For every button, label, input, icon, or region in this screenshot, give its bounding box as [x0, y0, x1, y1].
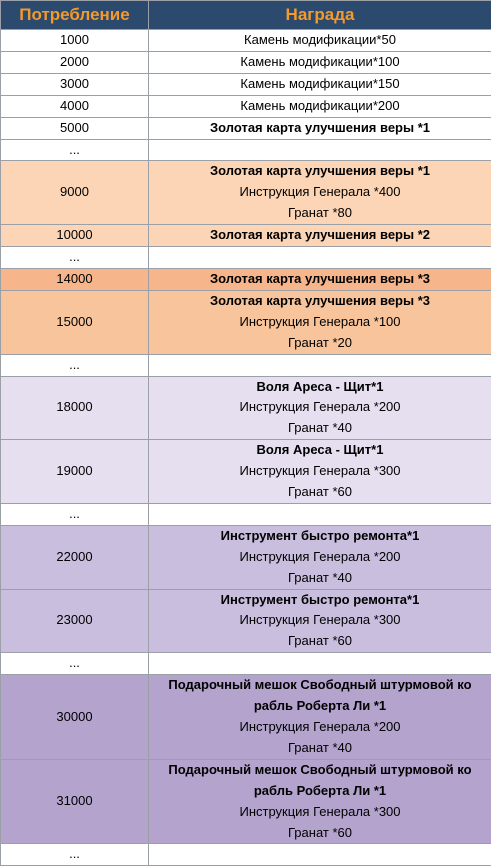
header-consumption: Потребление: [1, 1, 149, 30]
reward-line: Гранат *60: [149, 482, 491, 503]
reward-line: рабль Роберта Ли *1: [149, 781, 491, 802]
reward-cell: [149, 161, 491, 225]
reward-line: рабль Роберта Ли *1: [149, 696, 491, 717]
table-row: [1, 675, 491, 760]
reward-line: Инструкция Генерала *200: [149, 397, 491, 418]
consumption-cell: 22000: [1, 525, 149, 589]
reward-cell: [149, 354, 491, 376]
reward-line: Золотая карта улучшения веры *2: [149, 225, 491, 246]
reward-cell: [149, 30, 491, 52]
header-reward: Награда: [149, 1, 491, 30]
consumption-cell: 9000: [1, 161, 149, 225]
table-row: [1, 503, 491, 525]
table-row: [1, 290, 491, 354]
reward-line: Золотая карта улучшения веры *1: [149, 118, 491, 139]
consumption-cell: 4000: [1, 95, 149, 117]
reward-line: Гранат *80: [149, 203, 491, 224]
table-row: [1, 589, 491, 653]
consumption-cell: 31000: [1, 759, 149, 844]
reward-line: Гранат *20: [149, 333, 491, 354]
reward-line: Инструкция Генерала *300: [149, 802, 491, 823]
reward-line: Инструкция Генерала *300: [149, 610, 491, 631]
reward-line: Золотая карта улучшения веры *3: [149, 291, 491, 312]
reward-line: Камень модификации*150: [149, 74, 491, 95]
consumption-cell: 19000: [1, 440, 149, 504]
reward-cell: [149, 51, 491, 73]
consumption-cell: 15000: [1, 290, 149, 354]
reward-cell: [149, 589, 491, 653]
table-row: [1, 30, 491, 52]
reward-cell: [149, 117, 491, 139]
consumption-cell: 1000: [1, 30, 149, 52]
reward-line: Золотая карта улучшения веры *3: [149, 269, 491, 290]
consumption-cell: 18000: [1, 376, 149, 440]
reward-cell: [149, 139, 491, 161]
reward-line: Подарочный мешок Свободный штурмовой ко: [149, 675, 491, 696]
consumption-cell: ...: [1, 844, 149, 866]
reward-line: Камень модификации*100: [149, 52, 491, 73]
table-row: [1, 51, 491, 73]
reward-line: Воля Ареса - Щит*1: [149, 377, 491, 398]
table-row: [1, 73, 491, 95]
consumption-cell: ...: [1, 503, 149, 525]
reward-line: Инструкция Генерала *400: [149, 182, 491, 203]
consumption-cell: 30000: [1, 675, 149, 760]
table-row: [1, 139, 491, 161]
reward-cell: [149, 95, 491, 117]
table-row: [1, 225, 491, 247]
reward-cell: [149, 225, 491, 247]
reward-cell: [149, 844, 491, 866]
table-row: [1, 95, 491, 117]
table-row: [1, 161, 491, 225]
reward-line: Камень модификации*200: [149, 96, 491, 117]
reward-line: Инструмент быстро ремонта*1: [149, 526, 491, 547]
reward-cell: [149, 376, 491, 440]
reward-line: Гранат *60: [149, 823, 491, 844]
reward-cell: [149, 440, 491, 504]
table-row: [1, 844, 491, 866]
table-row: [1, 376, 491, 440]
table-row: [1, 117, 491, 139]
consumption-cell: ...: [1, 653, 149, 675]
reward-line: Инструмент быстро ремонта*1: [149, 590, 491, 611]
reward-line: Инструкция Генерала *200: [149, 717, 491, 738]
consumption-cell: 14000: [1, 268, 149, 290]
table-row: [1, 525, 491, 589]
reward-line: Подарочный мешок Свободный штурмовой ко: [149, 760, 491, 781]
reward-line: Камень модификации*50: [149, 30, 491, 51]
reward-cell: [149, 653, 491, 675]
table-row: [1, 759, 491, 844]
reward-line: Гранат *40: [149, 568, 491, 589]
consumption-cell: ...: [1, 139, 149, 161]
reward-cell: [149, 525, 491, 589]
reward-cell: [149, 675, 491, 760]
reward-line: Инструкция Генерала *200: [149, 547, 491, 568]
reward-line: Инструкция Генерала *300: [149, 461, 491, 482]
consumption-cell: 23000: [1, 589, 149, 653]
table-row: [1, 354, 491, 376]
reward-line: Воля Ареса - Щит*1: [149, 440, 491, 461]
consumption-cell: 5000: [1, 117, 149, 139]
table-row: [1, 268, 491, 290]
consumption-cell: ...: [1, 247, 149, 269]
reward-cell: [149, 268, 491, 290]
consumption-cell: ...: [1, 354, 149, 376]
table-row: [1, 653, 491, 675]
reward-line: Гранат *40: [149, 418, 491, 439]
reward-line: Гранат *60: [149, 631, 491, 652]
table-row: [1, 247, 491, 269]
consumption-cell: 3000: [1, 73, 149, 95]
consumption-cell: 10000: [1, 225, 149, 247]
header-row: [1, 1, 491, 30]
reward-cell: [149, 759, 491, 844]
consumption-cell: 2000: [1, 51, 149, 73]
reward-cell: [149, 73, 491, 95]
reward-line: Золотая карта улучшения веры *1: [149, 161, 491, 182]
reward-cell: [149, 290, 491, 354]
reward-cell: [149, 247, 491, 269]
table-row: [1, 440, 491, 504]
table-body: [1, 30, 491, 866]
reward-cell: [149, 503, 491, 525]
reward-line: Инструкция Генерала *100: [149, 312, 491, 333]
reward-line: Гранат *40: [149, 738, 491, 759]
